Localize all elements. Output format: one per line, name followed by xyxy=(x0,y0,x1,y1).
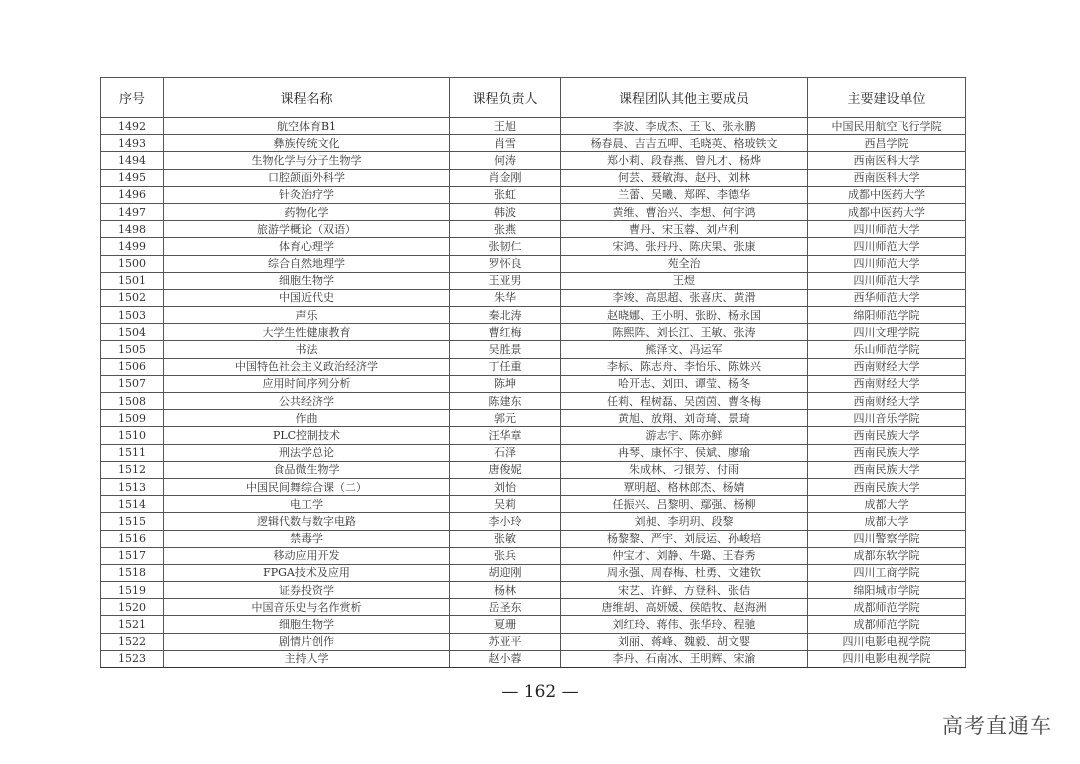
cell-course-name: 食品微生物学 xyxy=(164,461,450,478)
cell-institution: 西南财经大学 xyxy=(808,393,966,410)
cell-index: 1502 xyxy=(101,289,164,306)
cell-course-name: 综合自然地理学 xyxy=(164,255,450,272)
cell-institution: 成都中医药大学 xyxy=(808,186,966,203)
table-row xyxy=(101,307,966,324)
cell-course-name: 应用时间序列分析 xyxy=(164,375,450,392)
cell-index: 1503 xyxy=(101,307,164,324)
watermark-text: 高考直通车 xyxy=(942,714,1052,738)
cell-institution: 西南财经大学 xyxy=(808,358,966,375)
cell-index: 1520 xyxy=(101,599,164,616)
cell-institution: 成都师范学院 xyxy=(808,616,966,633)
cell-course-name: 移动应用开发 xyxy=(164,547,450,564)
cell-course-name: 刑法学总论 xyxy=(164,444,450,461)
table-row xyxy=(101,513,966,530)
table-row xyxy=(101,650,966,667)
cell-institution: 乐山师范学院 xyxy=(808,341,966,358)
table-row xyxy=(101,358,966,375)
cell-institution: 西南民族大学 xyxy=(808,478,966,495)
table-row xyxy=(101,324,966,341)
cell-institution: 西华师范大学 xyxy=(808,289,966,306)
cell-index: 1521 xyxy=(101,616,164,633)
cell-team-members: 赵晓娜、王小明、张盼、杨永国 xyxy=(561,307,808,324)
cell-course-leader: 唐俊妮 xyxy=(450,461,561,478)
table-row xyxy=(101,255,966,272)
cell-index: 1509 xyxy=(101,410,164,427)
cell-course-name: 声乐 xyxy=(164,307,450,324)
cell-course-name: 中国民间舞综合课（二） xyxy=(164,478,450,495)
cell-index: 1517 xyxy=(101,547,164,564)
cell-index: 1514 xyxy=(101,496,164,513)
cell-institution: 成都师范学院 xyxy=(808,599,966,616)
table-row xyxy=(101,289,966,306)
cell-course-leader: 陈建东 xyxy=(450,393,561,410)
cell-course-leader: 陈坤 xyxy=(450,375,561,392)
cell-team-members: 唐维胡、高妍媛、侯皓牧、赵海洲 xyxy=(561,599,808,616)
table-row xyxy=(101,393,966,410)
table-row xyxy=(101,427,966,444)
cell-course-leader: 罗怀良 xyxy=(450,255,561,272)
cell-team-members: 黄旭、放翔、刘奇琦、景琦 xyxy=(561,410,808,427)
cell-index: 1523 xyxy=(101,650,164,667)
cell-course-leader: 岳圣东 xyxy=(450,599,561,616)
cell-index: 1506 xyxy=(101,358,164,375)
cell-team-members: 黄维、曹治兴、李想、何宇鸿 xyxy=(561,203,808,220)
cell-course-leader: 刘怡 xyxy=(450,478,561,495)
cell-index: 1501 xyxy=(101,272,164,289)
cell-course-name: 禁毒学 xyxy=(164,530,450,547)
cell-institution: 四川师范大学 xyxy=(808,238,966,255)
cell-index: 1500 xyxy=(101,255,164,272)
cell-institution: 四川警察学院 xyxy=(808,530,966,547)
cell-team-members: 李标、陈志舟、李怡乐、陈姝兴 xyxy=(561,358,808,375)
cell-index: 1499 xyxy=(101,238,164,255)
table-row xyxy=(101,530,966,547)
cell-index: 1504 xyxy=(101,324,164,341)
cell-index: 1492 xyxy=(101,118,164,135)
cell-course-leader: 胡迎刚 xyxy=(450,564,561,581)
cell-team-members: 郑小莉、段春燕、曾凡才、杨烨 xyxy=(561,152,808,169)
cell-team-members: 李竣、高思超、张喜庆、黄滑 xyxy=(561,289,808,306)
cell-team-members: 刘丽、蒋峰、魏毅、胡文婴 xyxy=(561,633,808,650)
cell-course-leader: 张燕 xyxy=(450,221,561,238)
cell-institution: 成都东软学院 xyxy=(808,547,966,564)
cell-institution: 绵阳城市学院 xyxy=(808,582,966,599)
cell-course-name: 细胞生物学 xyxy=(164,616,450,633)
cell-course-leader: 李小玲 xyxy=(450,513,561,530)
cell-institution: 西南财经大学 xyxy=(808,375,966,392)
cell-institution: 四川师范大学 xyxy=(808,221,966,238)
header-team-members: 课程团队其他主要成员 xyxy=(561,78,808,118)
cell-course-name: 口腔颌面外科学 xyxy=(164,169,450,186)
table-row xyxy=(101,410,966,427)
cell-team-members: 兰蕾、吴曦、郑晖、李德华 xyxy=(561,186,808,203)
cell-institution: 四川音乐学院 xyxy=(808,410,966,427)
cell-course-leader: 张兵 xyxy=(450,547,561,564)
cell-team-members: 宋艺、许鲜、方登科、张佶 xyxy=(561,582,808,599)
cell-course-leader: 肖雪 xyxy=(450,135,561,152)
cell-team-members: 冉琴、康怀宇、侯斌、廖瑜 xyxy=(561,444,808,461)
cell-course-leader: 赵小蓉 xyxy=(450,650,561,667)
table-row xyxy=(101,118,966,135)
table-row xyxy=(101,599,966,616)
cell-course-leader: 韩波 xyxy=(450,203,561,220)
cell-course-name: 主持人学 xyxy=(164,650,450,667)
cell-course-leader: 苏亚平 xyxy=(450,633,561,650)
header-course-name: 课程名称 xyxy=(164,78,450,118)
cell-course-leader: 何涛 xyxy=(450,152,561,169)
cell-course-name: 作曲 xyxy=(164,410,450,427)
cell-index: 1519 xyxy=(101,582,164,599)
header-course-leader: 课程负责人 xyxy=(450,78,561,118)
cell-team-members: 杨春晨、吉吉五呷、毛晓英、格玻铁文 xyxy=(561,135,808,152)
table-row xyxy=(101,272,966,289)
cell-team-members: 刘昶、李玥玥、段黎 xyxy=(561,513,808,530)
cell-course-leader: 王亚男 xyxy=(450,272,561,289)
cell-course-leader: 张韧仁 xyxy=(450,238,561,255)
cell-course-leader: 朱华 xyxy=(450,289,561,306)
cell-index: 1518 xyxy=(101,564,164,581)
cell-course-name: 旅游学概论（双语） xyxy=(164,221,450,238)
cell-team-members: 任振兴、吕黎明、鄢强、杨柳 xyxy=(561,496,808,513)
cell-course-name: 大学生性健康教育 xyxy=(164,324,450,341)
cell-course-leader: 吴胜景 xyxy=(450,341,561,358)
cell-course-name: 细胞生物学 xyxy=(164,272,450,289)
cell-index: 1513 xyxy=(101,478,164,495)
cell-index: 1495 xyxy=(101,169,164,186)
cell-team-members: 任莉、程树磊、吴茵茵、曹冬梅 xyxy=(561,393,808,410)
cell-course-leader: 吴莉 xyxy=(450,496,561,513)
cell-course-leader: 曹红梅 xyxy=(450,324,561,341)
cell-course-name: 彝族传统文化 xyxy=(164,135,450,152)
cell-team-members: 曹丹、宋玉蓉、刘卢利 xyxy=(561,221,808,238)
cell-team-members: 何芸、聂敏海、赵丹、刘林 xyxy=(561,169,808,186)
course-table xyxy=(100,77,966,668)
cell-institution: 中国民用航空飞行学院 xyxy=(808,118,966,135)
cell-index: 1505 xyxy=(101,341,164,358)
cell-course-name: 电工学 xyxy=(164,496,450,513)
cell-course-leader: 张虹 xyxy=(450,186,561,203)
table-row xyxy=(101,186,966,203)
cell-institution: 绵阳师范学院 xyxy=(808,307,966,324)
cell-course-leader: 秦北涛 xyxy=(450,307,561,324)
cell-index: 1515 xyxy=(101,513,164,530)
cell-course-name: 生物化学与分子生物学 xyxy=(164,152,450,169)
cell-course-leader: 郭元 xyxy=(450,410,561,427)
cell-team-members: 杨黎黎、严宇、刘辰运、孙峻培 xyxy=(561,530,808,547)
cell-team-members: 王煜 xyxy=(561,272,808,289)
cell-institution: 成都大学 xyxy=(808,513,966,530)
cell-course-name: PLC控制技术 xyxy=(164,427,450,444)
cell-institution: 西南民族大学 xyxy=(808,461,966,478)
cell-course-leader: 杨林 xyxy=(450,582,561,599)
cell-team-members: 李波、李成杰、王飞、张永鹏 xyxy=(561,118,808,135)
cell-course-leader: 石泽 xyxy=(450,444,561,461)
cell-institution: 西南医科大学 xyxy=(808,152,966,169)
cell-institution: 西南民族大学 xyxy=(808,444,966,461)
cell-index: 1510 xyxy=(101,427,164,444)
cell-institution: 成都大学 xyxy=(808,496,966,513)
cell-index: 1508 xyxy=(101,393,164,410)
table-row xyxy=(101,169,966,186)
cell-institution: 成都中医药大学 xyxy=(808,203,966,220)
cell-team-members: 游志宇、陈亦鲜 xyxy=(561,427,808,444)
cell-course-leader: 汪华章 xyxy=(450,427,561,444)
cell-team-members: 哈开志、刘田、谭莹、杨冬 xyxy=(561,375,808,392)
cell-course-name: 中国特色社会主义政治经济学 xyxy=(164,358,450,375)
cell-course-name: 航空体育B1 xyxy=(164,118,450,135)
table-row xyxy=(101,547,966,564)
table-row xyxy=(101,203,966,220)
cell-institution: 西南医科大学 xyxy=(808,169,966,186)
cell-team-members: 周永强、周春梅、杜勇、文建钦 xyxy=(561,564,808,581)
cell-index: 1498 xyxy=(101,221,164,238)
table-row xyxy=(101,152,966,169)
cell-team-members: 覃明超、格林郎杰、杨婧 xyxy=(561,478,808,495)
cell-course-name: 中国近代史 xyxy=(164,289,450,306)
page-number: — 162 — xyxy=(501,682,579,702)
cell-team-members: 苑全治 xyxy=(561,255,808,272)
cell-course-name: 剧情片创作 xyxy=(164,633,450,650)
cell-index: 1511 xyxy=(101,444,164,461)
cell-index: 1507 xyxy=(101,375,164,392)
table-row xyxy=(101,135,966,152)
cell-institution: 四川工商学院 xyxy=(808,564,966,581)
table-body xyxy=(101,118,966,668)
cell-institution: 西南民族大学 xyxy=(808,427,966,444)
cell-index: 1522 xyxy=(101,633,164,650)
table-row xyxy=(101,341,966,358)
cell-course-name: 药物化学 xyxy=(164,203,450,220)
table-row xyxy=(101,582,966,599)
cell-team-members: 刘红玲、蒋伟、张华玲、程驰 xyxy=(561,616,808,633)
cell-team-members: 仲宝才、刘静、牛璐、王春秀 xyxy=(561,547,808,564)
header-institution: 主要建设单位 xyxy=(808,78,966,118)
table-row xyxy=(101,444,966,461)
cell-index: 1494 xyxy=(101,152,164,169)
cell-index: 1493 xyxy=(101,135,164,152)
cell-team-members: 李丹、石南冰、王明辉、宋渝 xyxy=(561,650,808,667)
table-row xyxy=(101,633,966,650)
cell-team-members: 熊泽文、冯运军 xyxy=(561,341,808,358)
cell-institution: 四川电影电视学院 xyxy=(808,633,966,650)
table-row xyxy=(101,496,966,513)
cell-course-name: 逻辑代数与数字电路 xyxy=(164,513,450,530)
cell-course-leader: 丁任重 xyxy=(450,358,561,375)
cell-course-name: 证券投资学 xyxy=(164,582,450,599)
table-row xyxy=(101,221,966,238)
table-row xyxy=(101,375,966,392)
cell-index: 1497 xyxy=(101,203,164,220)
cell-course-name: 中国音乐史与名作赏析 xyxy=(164,599,450,616)
cell-team-members: 陈熙阵、刘长江、王敏、张涛 xyxy=(561,324,808,341)
cell-institution: 西昌学院 xyxy=(808,135,966,152)
cell-team-members: 宋鸿、张丹丹、陈庆果、张康 xyxy=(561,238,808,255)
cell-course-name: 书法 xyxy=(164,341,450,358)
cell-institution: 四川师范大学 xyxy=(808,272,966,289)
table-row xyxy=(101,461,966,478)
cell-course-name: 体育心理学 xyxy=(164,238,450,255)
table-header-row xyxy=(101,78,966,118)
cell-team-members: 朱成林、刁银芳、付雨 xyxy=(561,461,808,478)
cell-index: 1512 xyxy=(101,461,164,478)
cell-institution: 四川师范大学 xyxy=(808,255,966,272)
cell-course-leader: 夏珊 xyxy=(450,616,561,633)
cell-institution: 四川文理学院 xyxy=(808,324,966,341)
cell-course-name: 公共经济学 xyxy=(164,393,450,410)
cell-index: 1496 xyxy=(101,186,164,203)
table-row xyxy=(101,616,966,633)
cell-course-name: FPGA技术及应用 xyxy=(164,564,450,581)
cell-institution: 四川电影电视学院 xyxy=(808,650,966,667)
cell-course-name: 针灸治疗学 xyxy=(164,186,450,203)
table-row xyxy=(101,238,966,255)
cell-course-leader: 张敏 xyxy=(450,530,561,547)
header-index: 序号 xyxy=(101,78,164,118)
table-row xyxy=(101,478,966,495)
table-row xyxy=(101,564,966,581)
cell-course-leader: 肖金刚 xyxy=(450,169,561,186)
cell-course-leader: 王旭 xyxy=(450,118,561,135)
cell-index: 1516 xyxy=(101,530,164,547)
